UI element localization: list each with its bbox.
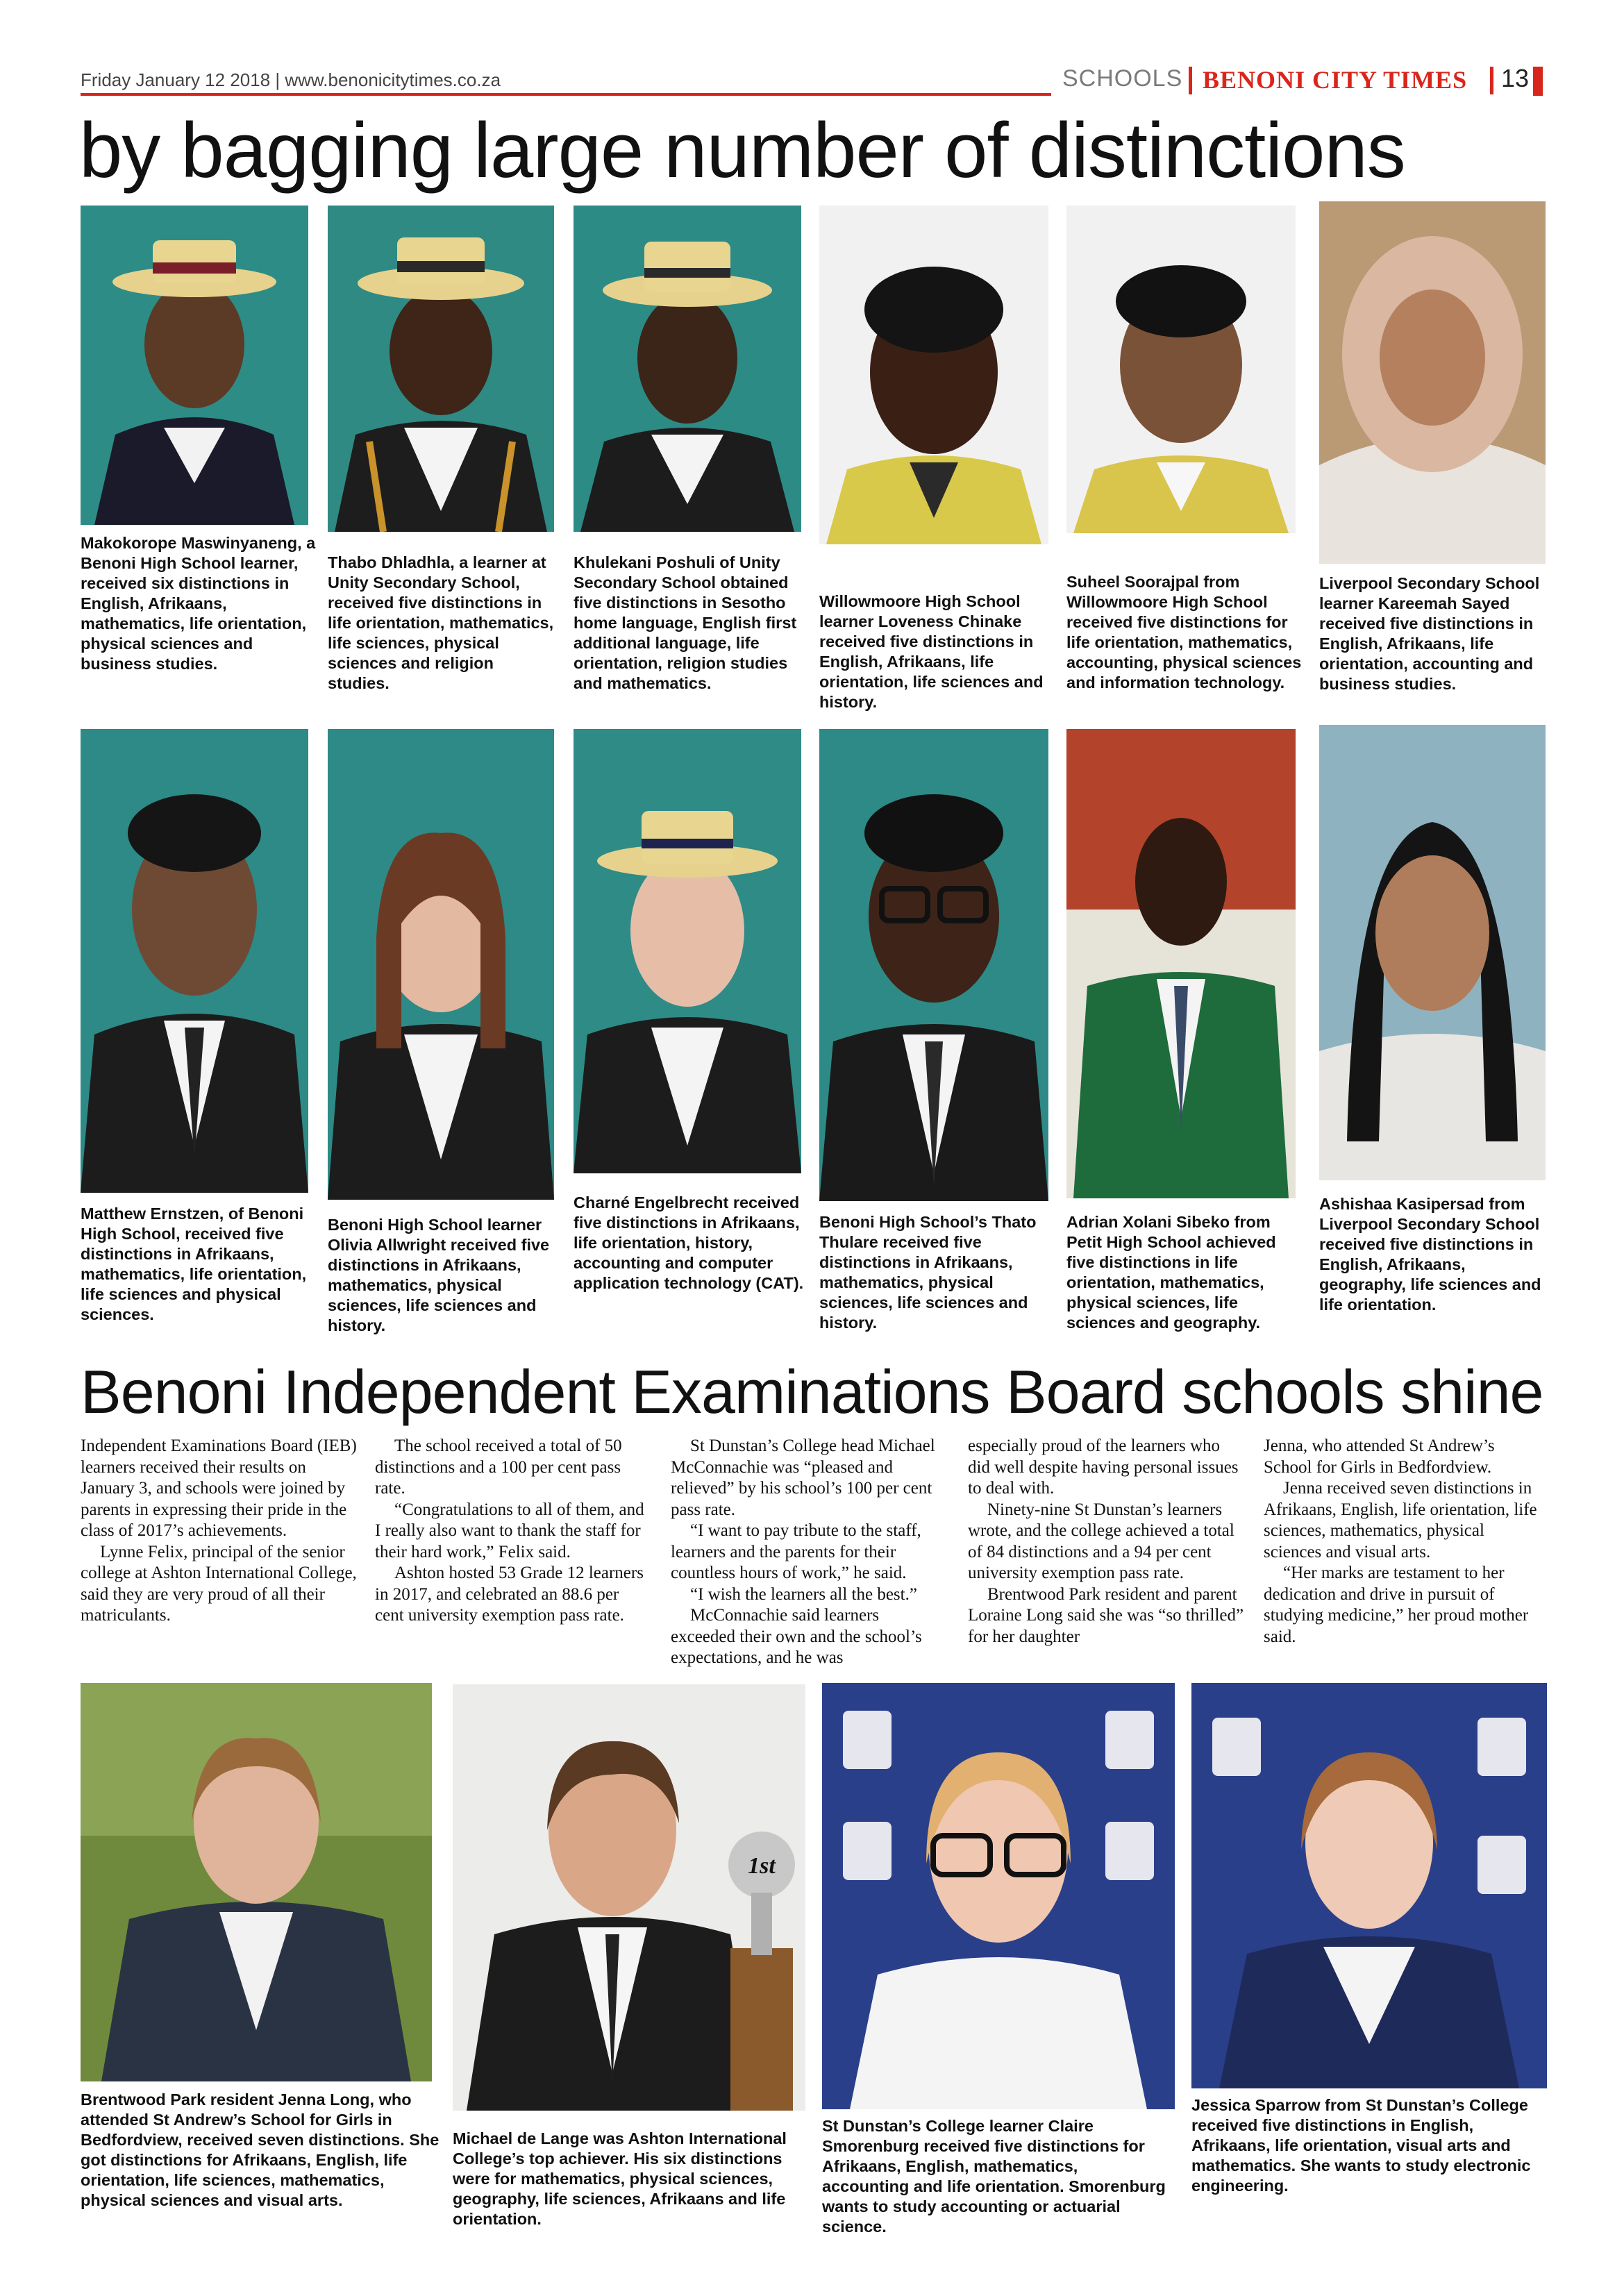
photo-caption: Ashishaa Kasipersad from Liverpool Secondary School received five distinctions in English, Afrikaans, geography, life sciences and life orientation. — [1319, 1195, 1541, 1314]
portrait-photo — [328, 206, 554, 532]
portrait-photo — [453, 1684, 805, 2111]
portrait-photo — [574, 206, 801, 532]
header-red-block — [1533, 67, 1543, 96]
story-paragraph: St Dunstan’s College head Michael McConnachie was “pleased and relieved” by his school’s 100 per cent pass rate. — [671, 1436, 935, 1519]
header-date-url: Friday January 12 2018 | www.benonicitytimes.co.za — [81, 69, 501, 90]
portrait-photo — [1066, 206, 1296, 533]
portrait-photo — [1319, 725, 1546, 1180]
story-paragraph: Ninety-nine St Dunstan’s learners wrote, and the college achieved a total of 84 distinctions and a 94 per cent university exemption pass rate. — [968, 1500, 1234, 1582]
story-paragraph: “I wish the learners all the best.” — [690, 1584, 917, 1604]
story-column — [1264, 1436, 1540, 1648]
photo-caption: Willowmoore High School learner Loveness Chinake received five distinctions in English, Afrikaans, life orientation, life sciences and history. — [819, 592, 1044, 711]
portrait-photo — [81, 1683, 432, 2081]
portrait-photo — [81, 206, 308, 525]
photo-caption: Matthew Ernstzen, of Benoni High School, received five distinctions in Afrikaans, mathematics, life orientation, life sciences and physical sciences. — [81, 1205, 307, 1323]
portrait-photo — [328, 729, 554, 1200]
photo-caption: Brentwood Park resident Jenna Long, who attended St Andrew’s School for Girls in Bedfordview, received seven distinctions. She got distinctions for Afrikaans, English, life orientation, life sciences, mathematics, physical sciences and visual arts. — [81, 2090, 440, 2209]
header-page-number: 13 — [1501, 64, 1530, 92]
story-column — [81, 1436, 357, 1627]
photo-caption: Charné Engelbrecht received five distinctions in Afrikaans, life orientation, history, accounting and computer application technology (CAT). — [574, 1193, 804, 1292]
header-divider — [1490, 67, 1493, 94]
header-section: SCHOOLS — [1062, 65, 1183, 92]
story-column — [375, 1436, 651, 1627]
page-headline: by bagging large number of distinctions — [79, 107, 1405, 194]
story-paragraph: especially proud of the learners who did well despite having personal issues to deal with. — [968, 1436, 1239, 1498]
portrait-photo — [1191, 1683, 1547, 2088]
story-paragraph: Independent Examinations Board (IEB) learners received their results on January 3, and schools were joined by parents in expressing their pride in the class of 2017’s achievements. — [81, 1436, 357, 1540]
photo-caption: Michael de Lange was Ashton International College’s top achiever. His six distinctions were for mathematics, physical sciences, geography, life sciences, Afrikaans and life orientation. — [453, 2129, 787, 2228]
story-column — [671, 1436, 947, 1669]
portrait-photo — [819, 729, 1048, 1201]
story-paragraph: “Her marks are testament to her dedication and drive in pursuit of studying medicine,” her proud mother said. — [1264, 1564, 1529, 1646]
story-paragraph: Jenna, who attended St Andrew’s School for Girls in Bedfordview. — [1264, 1436, 1495, 1477]
story-paragraph: Ashton hosted 53 Grade 12 learners in 2017, and celebrated an 88.6 per cent university exemption pass rate. — [375, 1564, 644, 1625]
story-paragraph: “Congratulations to all of them, and I really also want to thank the staff for their hard work,” Felix said. — [375, 1500, 644, 1561]
photo-caption: Adrian Xolani Sibeko from Petit High School achieved five distinctions in life orientation, mathematics, physical sciences, life sciences and geography. — [1066, 1213, 1276, 1332]
story-paragraph: Brentwood Park resident and parent Loraine Long said she was “so thrilled” for her daughter — [968, 1584, 1244, 1646]
photo-caption: Makokorope Maswinyaneng, a Benoni High School learner, received six distinctions in English, Afrikaans, mathematics, life orientation, physical sciences and business studies. — [81, 534, 316, 673]
photo-caption: Khulekani Poshuli of Unity Secondary School obtained five distinctions in Sesotho home language, English first additional language, life orientation, religion studies and mathematics. — [574, 553, 797, 692]
header-paper-name: BENONI CITY TIMES — [1203, 66, 1468, 94]
portrait-photo — [81, 729, 308, 1193]
trophy-label: 1st — [748, 1853, 776, 1879]
photo-caption: St Dunstan’s College learner Claire Smorenburg received five distinctions for Afrikaans, English, mathematics, accounting and life orientation. Smorenburg wants to study accounting or actuarial science. — [822, 2117, 1166, 2236]
photo-caption: Jessica Sparrow from St Dunstan’s College received five distinctions in English, Afrikaans, life orientation, visual arts and mathematics. She wants to study electronic engineering. — [1191, 2096, 1531, 2195]
photo-caption: Thabo Dhladhla, a learner at Unity Secondary School, received five distinctions in life orientation, mathematics, life sciences, physical sciences and religion studies. — [328, 553, 554, 692]
story-paragraph: “I want to pay tribute to the staff, learners and the parents for their countless hours of work,” he said. — [671, 1521, 921, 1582]
story-paragraph: The school received a total of 50 distinctions and a 100 per cent pass rate. — [375, 1436, 622, 1498]
header-divider — [1189, 67, 1192, 94]
photo-caption: Benoni High School learner Olivia Allwright received five distinctions in Afrikaans, mathematics, physical sciences, life sciences and history. — [328, 1216, 550, 1334]
photo-caption: Suheel Soorajpal from Willowmoore High School received five distinctions for life orientation, mathematics, accounting, physical sciences and information technology. — [1066, 573, 1302, 692]
story-column — [968, 1436, 1244, 1648]
portrait-photo — [1066, 729, 1296, 1198]
photo-caption: Benoni High School’s Thato Thulare received five distinctions in Afrikaans, mathematics, physical sciences, life sciences and history. — [819, 1213, 1037, 1332]
portrait-photo — [822, 1683, 1175, 2109]
story-paragraph: Jenna received seven distinctions in Afrikaans, English, life orientation, life sciences, mathematics, physical sciences and visual arts. — [1264, 1479, 1537, 1561]
portrait-photo — [574, 729, 801, 1173]
header-rule — [81, 93, 1051, 96]
portrait-photo — [819, 206, 1048, 544]
portrait-photo — [1319, 201, 1546, 564]
story-headline: Benoni Independent Examinations Board schools shine — [81, 1357, 1543, 1426]
story-paragraph: McConnachie said learners exceeded their own and the school’s expectations, and he was — [671, 1606, 922, 1667]
photo-caption: Liverpool Secondary School learner Kareemah Sayed received five distinctions in English, Afrikaans, life orientation, accounting and business studies. — [1319, 574, 1540, 693]
story-paragraph: Lynne Felix, principal of the senior college at Ashton International College, said they are very proud of all their matriculants. — [81, 1542, 357, 1625]
